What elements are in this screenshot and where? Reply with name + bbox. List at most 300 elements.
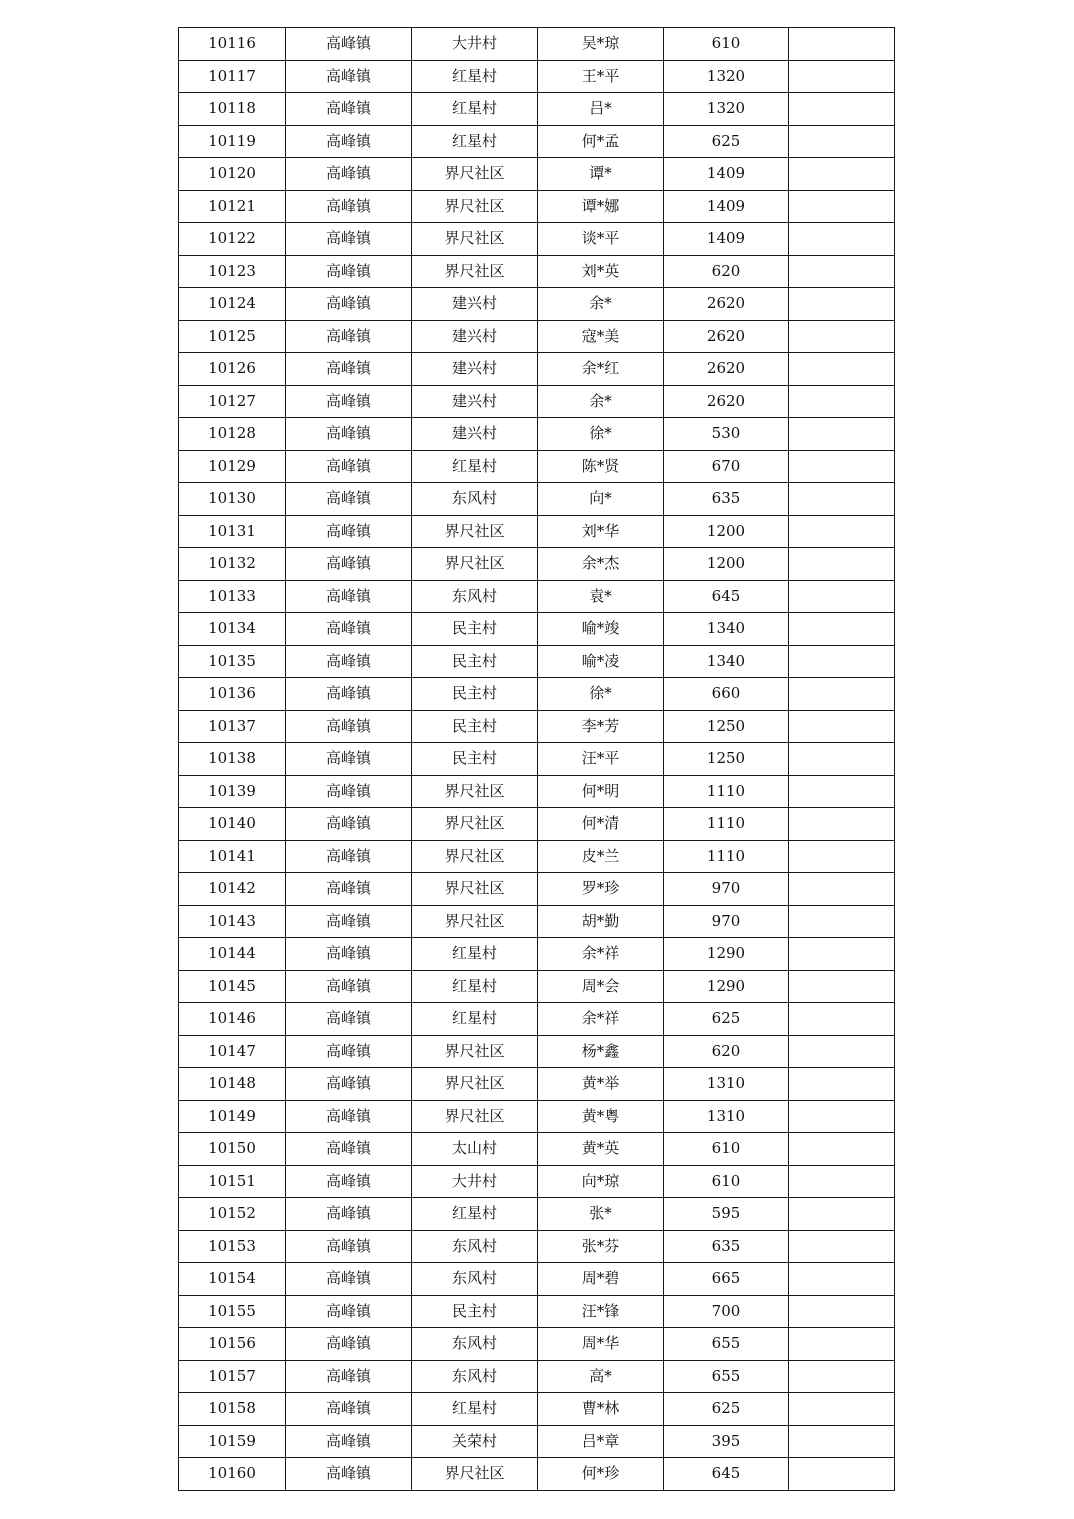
record-number-cell: 10126 bbox=[179, 353, 286, 386]
table-row bbox=[179, 678, 895, 711]
table-row bbox=[179, 450, 895, 483]
village-cell: 东风村 bbox=[412, 1230, 538, 1263]
village-cell: 界尺社区 bbox=[412, 255, 538, 288]
village-cell: 红星村 bbox=[412, 450, 538, 483]
record-number-cell: 10118 bbox=[179, 93, 286, 126]
town-cell: 高峰镇 bbox=[286, 1003, 412, 1036]
record-number-cell: 10140 bbox=[179, 808, 286, 841]
town-cell: 高峰镇 bbox=[286, 1263, 412, 1296]
table-row bbox=[179, 483, 895, 516]
village-cell: 界尺社区 bbox=[412, 808, 538, 841]
remark-cell bbox=[789, 1198, 895, 1231]
record-number-cell: 10119 bbox=[179, 125, 286, 158]
table-row bbox=[179, 1100, 895, 1133]
town-cell: 高峰镇 bbox=[286, 613, 412, 646]
table-row bbox=[179, 1230, 895, 1263]
table-row bbox=[179, 1425, 895, 1458]
amount-cell: 635 bbox=[664, 1230, 789, 1263]
name-cell: 余*红 bbox=[538, 353, 664, 386]
village-cell: 界尺社区 bbox=[412, 158, 538, 191]
amount-cell: 1290 bbox=[664, 938, 789, 971]
town-cell: 高峰镇 bbox=[286, 710, 412, 743]
name-cell: 余* bbox=[538, 288, 664, 321]
record-number-cell: 10154 bbox=[179, 1263, 286, 1296]
village-cell: 界尺社区 bbox=[412, 840, 538, 873]
name-cell: 陈*贤 bbox=[538, 450, 664, 483]
village-cell: 红星村 bbox=[412, 93, 538, 126]
table-row bbox=[179, 1035, 895, 1068]
amount-cell: 665 bbox=[664, 1263, 789, 1296]
record-number-cell: 10148 bbox=[179, 1068, 286, 1101]
remark-cell bbox=[789, 905, 895, 938]
name-cell: 周*华 bbox=[538, 1328, 664, 1361]
amount-cell: 625 bbox=[664, 1393, 789, 1426]
town-cell: 高峰镇 bbox=[286, 223, 412, 256]
roster-table-body bbox=[179, 28, 895, 1491]
table-row bbox=[179, 548, 895, 581]
name-cell: 吕* bbox=[538, 93, 664, 126]
town-cell: 高峰镇 bbox=[286, 970, 412, 1003]
table-row bbox=[179, 158, 895, 191]
amount-cell: 1200 bbox=[664, 515, 789, 548]
town-cell: 高峰镇 bbox=[286, 1425, 412, 1458]
remark-cell bbox=[789, 743, 895, 776]
remark-cell bbox=[789, 710, 895, 743]
name-cell: 王*平 bbox=[538, 60, 664, 93]
name-cell: 张*芬 bbox=[538, 1230, 664, 1263]
remark-cell bbox=[789, 840, 895, 873]
name-cell: 余*祥 bbox=[538, 938, 664, 971]
name-cell: 黄*粤 bbox=[538, 1100, 664, 1133]
table-row bbox=[179, 970, 895, 1003]
town-cell: 高峰镇 bbox=[286, 93, 412, 126]
record-number-cell: 10133 bbox=[179, 580, 286, 613]
name-cell: 周*碧 bbox=[538, 1263, 664, 1296]
table-row bbox=[179, 93, 895, 126]
town-cell: 高峰镇 bbox=[286, 190, 412, 223]
name-cell: 黄*举 bbox=[538, 1068, 664, 1101]
record-number-cell: 10156 bbox=[179, 1328, 286, 1361]
record-number-cell: 10136 bbox=[179, 678, 286, 711]
remark-cell bbox=[789, 418, 895, 451]
town-cell: 高峰镇 bbox=[286, 353, 412, 386]
remark-cell bbox=[789, 1068, 895, 1101]
village-cell: 建兴村 bbox=[412, 418, 538, 451]
table-row bbox=[179, 1328, 895, 1361]
town-cell: 高峰镇 bbox=[286, 483, 412, 516]
record-number-cell: 10146 bbox=[179, 1003, 286, 1036]
remark-cell bbox=[789, 158, 895, 191]
record-number-cell: 10149 bbox=[179, 1100, 286, 1133]
amount-cell: 625 bbox=[664, 1003, 789, 1036]
town-cell: 高峰镇 bbox=[286, 1165, 412, 1198]
table-row bbox=[179, 320, 895, 353]
record-number-cell: 10151 bbox=[179, 1165, 286, 1198]
table-row bbox=[179, 645, 895, 678]
record-number-cell: 10116 bbox=[179, 28, 286, 61]
village-cell: 东风村 bbox=[412, 580, 538, 613]
village-cell: 红星村 bbox=[412, 1003, 538, 1036]
town-cell: 高峰镇 bbox=[286, 1198, 412, 1231]
village-cell: 红星村 bbox=[412, 1393, 538, 1426]
village-cell: 太山村 bbox=[412, 1133, 538, 1166]
remark-cell bbox=[789, 1360, 895, 1393]
remark-cell bbox=[789, 483, 895, 516]
amount-cell: 1409 bbox=[664, 158, 789, 191]
name-cell: 吴*琼 bbox=[538, 28, 664, 61]
table-row bbox=[179, 28, 895, 61]
name-cell: 汪*锋 bbox=[538, 1295, 664, 1328]
village-cell: 界尺社区 bbox=[412, 1068, 538, 1101]
table-row bbox=[179, 743, 895, 776]
town-cell: 高峰镇 bbox=[286, 548, 412, 581]
table-row bbox=[179, 60, 895, 93]
amount-cell: 670 bbox=[664, 450, 789, 483]
town-cell: 高峰镇 bbox=[286, 905, 412, 938]
name-cell: 胡*勤 bbox=[538, 905, 664, 938]
remark-cell bbox=[789, 775, 895, 808]
record-number-cell: 10152 bbox=[179, 1198, 286, 1231]
record-number-cell: 10123 bbox=[179, 255, 286, 288]
village-cell: 大井村 bbox=[412, 1165, 538, 1198]
village-cell: 界尺社区 bbox=[412, 1035, 538, 1068]
amount-cell: 1409 bbox=[664, 223, 789, 256]
remark-cell bbox=[789, 320, 895, 353]
town-cell: 高峰镇 bbox=[286, 418, 412, 451]
name-cell: 喻*竣 bbox=[538, 613, 664, 646]
amount-cell: 620 bbox=[664, 255, 789, 288]
record-number-cell: 10128 bbox=[179, 418, 286, 451]
name-cell: 刘*华 bbox=[538, 515, 664, 548]
record-number-cell: 10145 bbox=[179, 970, 286, 1003]
amount-cell: 1310 bbox=[664, 1100, 789, 1133]
remark-cell bbox=[789, 1003, 895, 1036]
town-cell: 高峰镇 bbox=[286, 1360, 412, 1393]
amount-cell: 1340 bbox=[664, 613, 789, 646]
record-number-cell: 10134 bbox=[179, 613, 286, 646]
remark-cell bbox=[789, 613, 895, 646]
table-row bbox=[179, 1133, 895, 1166]
name-cell: 谭*娜 bbox=[538, 190, 664, 223]
remark-cell bbox=[789, 450, 895, 483]
table-row bbox=[179, 125, 895, 158]
remark-cell bbox=[789, 580, 895, 613]
name-cell: 余*祥 bbox=[538, 1003, 664, 1036]
amount-cell: 1409 bbox=[664, 190, 789, 223]
town-cell: 高峰镇 bbox=[286, 1328, 412, 1361]
amount-cell: 970 bbox=[664, 905, 789, 938]
village-cell: 民主村 bbox=[412, 613, 538, 646]
name-cell: 杨*鑫 bbox=[538, 1035, 664, 1068]
village-cell: 界尺社区 bbox=[412, 190, 538, 223]
remark-cell bbox=[789, 190, 895, 223]
town-cell: 高峰镇 bbox=[286, 645, 412, 678]
table-row bbox=[179, 418, 895, 451]
remark-cell bbox=[789, 515, 895, 548]
town-cell: 高峰镇 bbox=[286, 28, 412, 61]
table-row bbox=[179, 190, 895, 223]
village-cell: 民主村 bbox=[412, 710, 538, 743]
name-cell: 何*清 bbox=[538, 808, 664, 841]
amount-cell: 2620 bbox=[664, 385, 789, 418]
name-cell: 汪*平 bbox=[538, 743, 664, 776]
record-number-cell: 10124 bbox=[179, 288, 286, 321]
remark-cell bbox=[789, 125, 895, 158]
record-number-cell: 10141 bbox=[179, 840, 286, 873]
town-cell: 高峰镇 bbox=[286, 288, 412, 321]
table-row bbox=[179, 1295, 895, 1328]
remark-cell bbox=[789, 548, 895, 581]
town-cell: 高峰镇 bbox=[286, 873, 412, 906]
name-cell: 谈*平 bbox=[538, 223, 664, 256]
town-cell: 高峰镇 bbox=[286, 255, 412, 288]
table-row bbox=[179, 1393, 895, 1426]
village-cell: 民主村 bbox=[412, 1295, 538, 1328]
table-row bbox=[179, 1068, 895, 1101]
record-number-cell: 10158 bbox=[179, 1393, 286, 1426]
table-row bbox=[179, 873, 895, 906]
remark-cell bbox=[789, 1263, 895, 1296]
remark-cell bbox=[789, 1165, 895, 1198]
town-cell: 高峰镇 bbox=[286, 1035, 412, 1068]
document-page bbox=[178, 27, 894, 1491]
roster-table bbox=[178, 27, 895, 1491]
name-cell: 谭* bbox=[538, 158, 664, 191]
village-cell: 建兴村 bbox=[412, 385, 538, 418]
village-cell: 东风村 bbox=[412, 1360, 538, 1393]
amount-cell: 660 bbox=[664, 678, 789, 711]
amount-cell: 645 bbox=[664, 580, 789, 613]
table-row bbox=[179, 353, 895, 386]
town-cell: 高峰镇 bbox=[286, 580, 412, 613]
amount-cell: 645 bbox=[664, 1458, 789, 1491]
town-cell: 高峰镇 bbox=[286, 775, 412, 808]
remark-cell bbox=[789, 93, 895, 126]
town-cell: 高峰镇 bbox=[286, 450, 412, 483]
remark-cell bbox=[789, 645, 895, 678]
amount-cell: 1110 bbox=[664, 808, 789, 841]
village-cell: 建兴村 bbox=[412, 288, 538, 321]
name-cell: 高* bbox=[538, 1360, 664, 1393]
amount-cell: 1290 bbox=[664, 970, 789, 1003]
table-row bbox=[179, 840, 895, 873]
amount-cell: 655 bbox=[664, 1360, 789, 1393]
village-cell: 红星村 bbox=[412, 60, 538, 93]
amount-cell: 2620 bbox=[664, 353, 789, 386]
town-cell: 高峰镇 bbox=[286, 1230, 412, 1263]
name-cell: 何*珍 bbox=[538, 1458, 664, 1491]
town-cell: 高峰镇 bbox=[286, 1100, 412, 1133]
village-cell: 界尺社区 bbox=[412, 1100, 538, 1133]
remark-cell bbox=[789, 28, 895, 61]
amount-cell: 395 bbox=[664, 1425, 789, 1458]
amount-cell: 2620 bbox=[664, 320, 789, 353]
amount-cell: 970 bbox=[664, 873, 789, 906]
amount-cell: 625 bbox=[664, 125, 789, 158]
record-number-cell: 10143 bbox=[179, 905, 286, 938]
village-cell: 红星村 bbox=[412, 125, 538, 158]
name-cell: 曹*林 bbox=[538, 1393, 664, 1426]
record-number-cell: 10139 bbox=[179, 775, 286, 808]
table-row bbox=[179, 515, 895, 548]
town-cell: 高峰镇 bbox=[286, 1458, 412, 1491]
amount-cell: 1200 bbox=[664, 548, 789, 581]
record-number-cell: 10159 bbox=[179, 1425, 286, 1458]
record-number-cell: 10147 bbox=[179, 1035, 286, 1068]
village-cell: 红星村 bbox=[412, 970, 538, 1003]
village-cell: 东风村 bbox=[412, 1263, 538, 1296]
town-cell: 高峰镇 bbox=[286, 320, 412, 353]
record-number-cell: 10150 bbox=[179, 1133, 286, 1166]
table-row bbox=[179, 1198, 895, 1231]
name-cell: 罗*珍 bbox=[538, 873, 664, 906]
remark-cell bbox=[789, 1230, 895, 1263]
village-cell: 界尺社区 bbox=[412, 548, 538, 581]
record-number-cell: 10132 bbox=[179, 548, 286, 581]
town-cell: 高峰镇 bbox=[286, 938, 412, 971]
name-cell: 张* bbox=[538, 1198, 664, 1231]
amount-cell: 1310 bbox=[664, 1068, 789, 1101]
record-number-cell: 10153 bbox=[179, 1230, 286, 1263]
table-row bbox=[179, 1165, 895, 1198]
village-cell: 东风村 bbox=[412, 1328, 538, 1361]
remark-cell bbox=[789, 873, 895, 906]
record-number-cell: 10155 bbox=[179, 1295, 286, 1328]
amount-cell: 635 bbox=[664, 483, 789, 516]
name-cell: 余*杰 bbox=[538, 548, 664, 581]
village-cell: 界尺社区 bbox=[412, 1458, 538, 1491]
remark-cell bbox=[789, 1295, 895, 1328]
record-number-cell: 10129 bbox=[179, 450, 286, 483]
town-cell: 高峰镇 bbox=[286, 125, 412, 158]
record-number-cell: 10121 bbox=[179, 190, 286, 223]
record-number-cell: 10130 bbox=[179, 483, 286, 516]
remark-cell bbox=[789, 1328, 895, 1361]
amount-cell: 1320 bbox=[664, 93, 789, 126]
remark-cell bbox=[789, 288, 895, 321]
name-cell: 向*琼 bbox=[538, 1165, 664, 1198]
amount-cell: 610 bbox=[664, 1165, 789, 1198]
remark-cell bbox=[789, 970, 895, 1003]
name-cell: 向* bbox=[538, 483, 664, 516]
town-cell: 高峰镇 bbox=[286, 1393, 412, 1426]
amount-cell: 700 bbox=[664, 1295, 789, 1328]
table-row bbox=[179, 1360, 895, 1393]
record-number-cell: 10131 bbox=[179, 515, 286, 548]
village-cell: 界尺社区 bbox=[412, 515, 538, 548]
name-cell: 吕*章 bbox=[538, 1425, 664, 1458]
town-cell: 高峰镇 bbox=[286, 678, 412, 711]
town-cell: 高峰镇 bbox=[286, 515, 412, 548]
village-cell: 东风村 bbox=[412, 483, 538, 516]
remark-cell bbox=[789, 1393, 895, 1426]
amount-cell: 1340 bbox=[664, 645, 789, 678]
village-cell: 关荣村 bbox=[412, 1425, 538, 1458]
amount-cell: 1250 bbox=[664, 743, 789, 776]
table-row bbox=[179, 385, 895, 418]
village-cell: 红星村 bbox=[412, 1198, 538, 1231]
name-cell: 李*芳 bbox=[538, 710, 664, 743]
table-row bbox=[179, 255, 895, 288]
amount-cell: 1320 bbox=[664, 60, 789, 93]
name-cell: 皮*兰 bbox=[538, 840, 664, 873]
amount-cell: 1110 bbox=[664, 840, 789, 873]
remark-cell bbox=[789, 678, 895, 711]
remark-cell bbox=[789, 1035, 895, 1068]
remark-cell bbox=[789, 353, 895, 386]
town-cell: 高峰镇 bbox=[286, 808, 412, 841]
name-cell: 何*明 bbox=[538, 775, 664, 808]
village-cell: 建兴村 bbox=[412, 353, 538, 386]
village-cell: 大井村 bbox=[412, 28, 538, 61]
record-number-cell: 10135 bbox=[179, 645, 286, 678]
remark-cell bbox=[789, 60, 895, 93]
name-cell: 余* bbox=[538, 385, 664, 418]
village-cell: 界尺社区 bbox=[412, 775, 538, 808]
amount-cell: 530 bbox=[664, 418, 789, 451]
name-cell: 刘*英 bbox=[538, 255, 664, 288]
record-number-cell: 10127 bbox=[179, 385, 286, 418]
town-cell: 高峰镇 bbox=[286, 743, 412, 776]
record-number-cell: 10144 bbox=[179, 938, 286, 971]
table-row bbox=[179, 808, 895, 841]
record-number-cell: 10122 bbox=[179, 223, 286, 256]
name-cell: 袁* bbox=[538, 580, 664, 613]
town-cell: 高峰镇 bbox=[286, 1133, 412, 1166]
remark-cell bbox=[789, 938, 895, 971]
remark-cell bbox=[789, 1133, 895, 1166]
amount-cell: 1250 bbox=[664, 710, 789, 743]
village-cell: 民主村 bbox=[412, 678, 538, 711]
town-cell: 高峰镇 bbox=[286, 1295, 412, 1328]
village-cell: 界尺社区 bbox=[412, 873, 538, 906]
record-number-cell: 10125 bbox=[179, 320, 286, 353]
record-number-cell: 10137 bbox=[179, 710, 286, 743]
remark-cell bbox=[789, 1425, 895, 1458]
table-row bbox=[179, 710, 895, 743]
name-cell: 黄*英 bbox=[538, 1133, 664, 1166]
town-cell: 高峰镇 bbox=[286, 385, 412, 418]
record-number-cell: 10120 bbox=[179, 158, 286, 191]
name-cell: 喻*凌 bbox=[538, 645, 664, 678]
table-row bbox=[179, 613, 895, 646]
amount-cell: 610 bbox=[664, 28, 789, 61]
table-row bbox=[179, 223, 895, 256]
remark-cell bbox=[789, 1458, 895, 1491]
table-row bbox=[179, 580, 895, 613]
record-number-cell: 10142 bbox=[179, 873, 286, 906]
town-cell: 高峰镇 bbox=[286, 840, 412, 873]
table-row bbox=[179, 1458, 895, 1491]
amount-cell: 610 bbox=[664, 1133, 789, 1166]
table-row bbox=[179, 1263, 895, 1296]
village-cell: 界尺社区 bbox=[412, 905, 538, 938]
table-row bbox=[179, 775, 895, 808]
table-row bbox=[179, 905, 895, 938]
name-cell: 徐* bbox=[538, 678, 664, 711]
town-cell: 高峰镇 bbox=[286, 60, 412, 93]
village-cell: 界尺社区 bbox=[412, 223, 538, 256]
record-number-cell: 10117 bbox=[179, 60, 286, 93]
amount-cell: 655 bbox=[664, 1328, 789, 1361]
village-cell: 民主村 bbox=[412, 645, 538, 678]
table-row bbox=[179, 1003, 895, 1036]
town-cell: 高峰镇 bbox=[286, 1068, 412, 1101]
record-number-cell: 10160 bbox=[179, 1458, 286, 1491]
remark-cell bbox=[789, 255, 895, 288]
amount-cell: 2620 bbox=[664, 288, 789, 321]
village-cell: 民主村 bbox=[412, 743, 538, 776]
